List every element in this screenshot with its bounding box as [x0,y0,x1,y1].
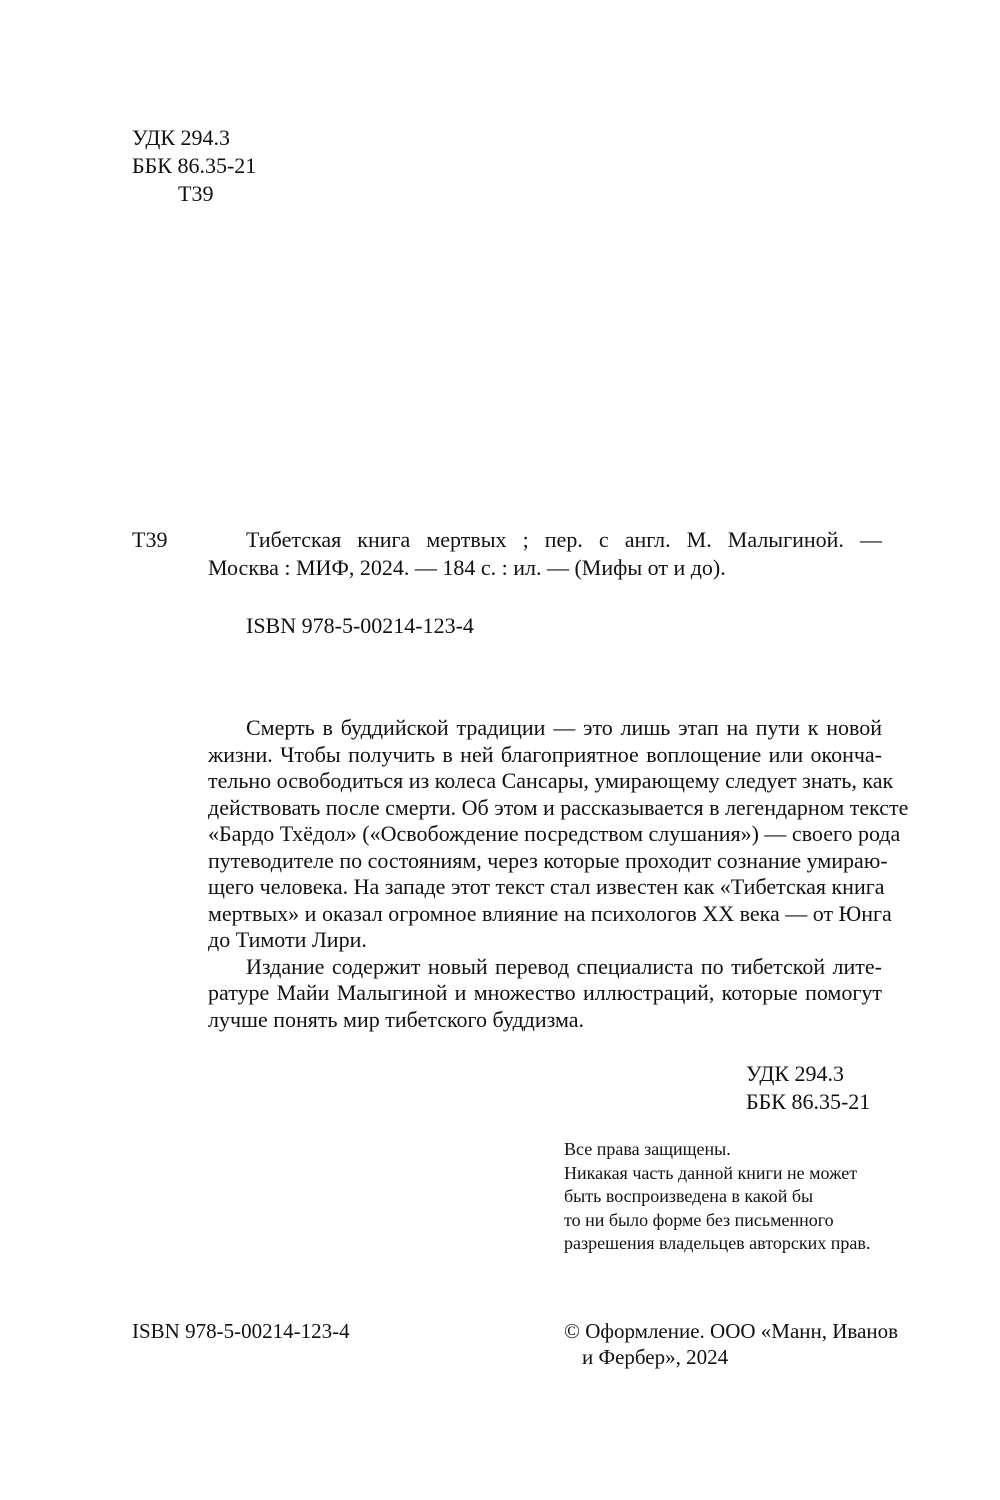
copyright-line-2: и Фербер», 2024 [582,1345,729,1369]
annotation-line: Издание содержит новый перевод специалиста по тибетской лите- [246,953,882,979]
annotation-line: ратуре Майи Малыгиной и множество иллюстраций, которые помогут [208,980,882,1005]
top-author-sign: Т39 [178,181,214,206]
annotation [208,715,909,1033]
rights-line: то ни было форме без письменного [564,1209,834,1230]
bib-line-1: Тибетская книга мертвых ; пер. с англ. М. Малыгиной. — [246,527,882,552]
annotation-line: действовать после смерти. Об этом и рассказывается в легендарном тексте [208,794,909,820]
annotation-line: мертвых» и оказал огромное влияние на психологов XX века — от Юнга [208,900,892,926]
rights-line: Никакая часть данной книги не может [564,1162,858,1183]
footer-isbn: ISBN 978-5-00214-123-4 [132,1319,350,1343]
rights-line: Все права защищены. [564,1139,731,1159]
annotation-line: путеводителе по состояниям, через которые проходит сознание умираю- [208,847,888,873]
annotation-line: «Бардо Тхёдол» («Освобождение посредством слушания») — своего рода [208,821,901,846]
bottom-classification-codes [746,1060,870,1116]
annotation-line: щего человека. На западе этот текст стал известен как «Тибетская книга [208,874,885,899]
annotation-line: лучше понять мир тибетского буддизма. [208,1006,585,1032]
rights-line: быть воспроизведена в какой бы [564,1186,814,1206]
annotation-line: Смерть в буддийской традиции — это лишь этап на пути к новой [246,715,882,740]
bottom-udk-code: УДК 294.3 [746,1061,845,1086]
top-bbk-code: ББК 86.35-21 [132,153,257,178]
top-classification-codes [132,124,256,208]
annotation-line: тельно освободиться из колеса Сансары, умирающему следует знать, как [208,768,894,793]
bib-author-sign: Т39 [132,527,168,552]
bib-line-2: Москва : МИФ, 2024. — 184 с. : ил. — (Мифы от и до). [208,555,726,580]
bottom-bbk-code: ББК 86.35-21 [746,1089,871,1114]
top-udk-code: УДК 294.3 [132,125,231,150]
bib-isbn: ISBN 978-5-00214-123-4 [246,613,474,638]
annotation-line: жизни. Чтобы получить в ней благоприятное воплощение или оконча- [208,741,882,767]
rights-notice [564,1138,870,1256]
footer-copyright [564,1318,898,1370]
rights-line: разрешения владельцев авторских прав. [564,1233,871,1253]
bib-description [208,526,882,582]
copyright-line-1: © Оформление. ООО «Манн, Иванов [564,1319,899,1343]
annotation-line: до Тимоти Лири. [208,927,367,952]
